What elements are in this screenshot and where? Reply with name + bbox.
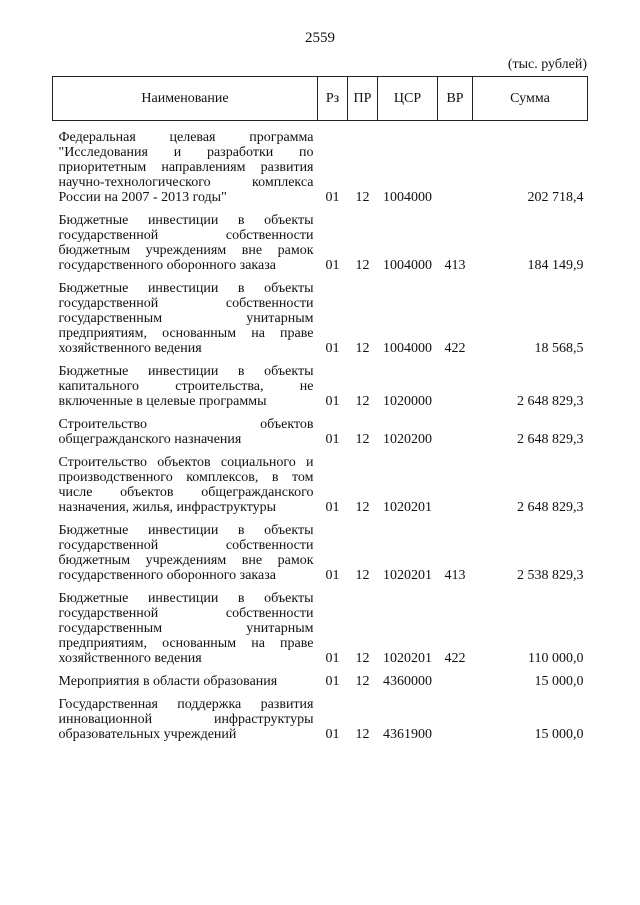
header-csr: ЦСР: [378, 77, 438, 121]
row-vr: [438, 121, 473, 206]
table-row: [53, 273, 588, 356]
row-sum: 110 000,0: [528, 651, 584, 666]
row-csr: 1020201: [383, 500, 432, 515]
row-rz: 01: [325, 341, 340, 356]
row-csr: 1004000: [383, 258, 432, 273]
row-pr: 12: [355, 674, 370, 689]
table-row: [53, 409, 588, 447]
row-sum: 15 000,0: [534, 727, 584, 742]
row-rz: 01: [325, 190, 340, 205]
header-pr: ПР: [348, 77, 378, 121]
row-rz: 01: [325, 651, 340, 666]
row-vr: [438, 666, 473, 689]
row-csr: 4360000: [383, 674, 432, 689]
row-pr: 12: [355, 341, 370, 356]
row-vr: [438, 409, 473, 447]
row-rz: 01: [325, 500, 340, 515]
row-vr: [438, 356, 473, 409]
header-vr: ВР: [438, 77, 473, 121]
row-name: Бюджетные инвестиции в объекты капитального строительства, не включенные в целевые программы: [58, 364, 314, 409]
row-rz: 01: [325, 432, 340, 447]
row-vr: 413: [444, 568, 466, 583]
row-vr: 413: [444, 258, 466, 273]
row-rz: 01: [325, 258, 340, 273]
table-row: [53, 205, 588, 273]
row-sum: 2 538 829,3: [517, 568, 584, 583]
row-sum: 184 149,9: [527, 258, 584, 273]
row-rz: 01: [325, 568, 340, 583]
header-rz: Рз: [318, 77, 348, 121]
row-csr: 4361900: [383, 727, 432, 742]
table-row: [53, 666, 588, 689]
row-sum: 2 648 829,3: [517, 432, 584, 447]
table-row: [53, 447, 588, 515]
row-name: Бюджетные инвестиции в объекты государственной собственности государственным унитарным предприятиям, основанным на праве хозяйственного ведения: [58, 281, 314, 356]
row-name: Мероприятия в области образования: [58, 674, 278, 689]
row-sum: 18 568,5: [534, 341, 584, 356]
row-csr: 1004000: [383, 190, 432, 205]
row-pr: 12: [355, 568, 370, 583]
row-csr: 1004000: [383, 341, 432, 356]
budget-table: [52, 76, 588, 742]
page-number: 2559: [305, 30, 335, 46]
row-name: Строительство объектов социального и производственного комплексов, в том числе объектов общегражданского назначения, жилья, инфраструктуры: [58, 455, 314, 515]
row-name: Бюджетные инвестиции в объекты государственной собственности государственным унитарным предприятиям, основанным на праве хозяйственного ведения: [58, 591, 314, 666]
row-vr: [438, 689, 473, 742]
row-rz: 01: [325, 674, 340, 689]
row-name: Федеральная целевая программа "Исследования и разработки по приоритетным направлениям развития научно-технологического комплекса России на 2007 - 2013 годы": [58, 130, 314, 205]
row-sum: 2 648 829,3: [517, 394, 584, 409]
row-rz: 01: [325, 394, 340, 409]
row-name: Бюджетные инвестиции в объекты государственной собственности бюджетным учреждениям вне рамок государственного оборонного заказа: [58, 213, 314, 273]
row-vr: [438, 447, 473, 515]
table-row: [53, 689, 588, 742]
row-name: Бюджетные инвестиции в объекты государственной собственности бюджетным учреждениям вне рамок государственного оборонного заказа: [58, 523, 314, 583]
row-sum: 2 648 829,3: [517, 500, 584, 515]
row-csr: 1020201: [383, 651, 432, 666]
table-row: [53, 515, 588, 583]
row-csr: 1020201: [383, 568, 432, 583]
row-pr: 12: [355, 727, 370, 742]
row-sum: 15 000,0: [534, 674, 584, 689]
table-header-row: [53, 77, 588, 121]
row-pr: 12: [355, 190, 370, 205]
row-pr: 12: [355, 432, 370, 447]
row-csr: 1020200: [383, 432, 432, 447]
row-csr: 1020000: [383, 394, 432, 409]
table-row: [53, 356, 588, 409]
row-rz: 01: [325, 727, 340, 742]
row-pr: 12: [355, 500, 370, 515]
row-name: Государственная поддержка развития инновационной инфраструктуры образовательных учреждений: [58, 697, 314, 742]
row-pr: 12: [355, 394, 370, 409]
row-sum: 202 718,4: [527, 190, 584, 205]
row-vr: 422: [444, 341, 466, 356]
table-row: [53, 583, 588, 666]
row-pr: 12: [355, 651, 370, 666]
table-row: [53, 121, 588, 206]
row-vr: 422: [444, 651, 466, 666]
row-pr: 12: [355, 258, 370, 273]
units-label: (тыс. рублей): [507, 57, 587, 72]
header-name: Наименование: [53, 77, 318, 121]
header-sum: Сумма: [473, 77, 588, 121]
row-name: Строительство объектов общегражданского назначения: [58, 417, 314, 447]
